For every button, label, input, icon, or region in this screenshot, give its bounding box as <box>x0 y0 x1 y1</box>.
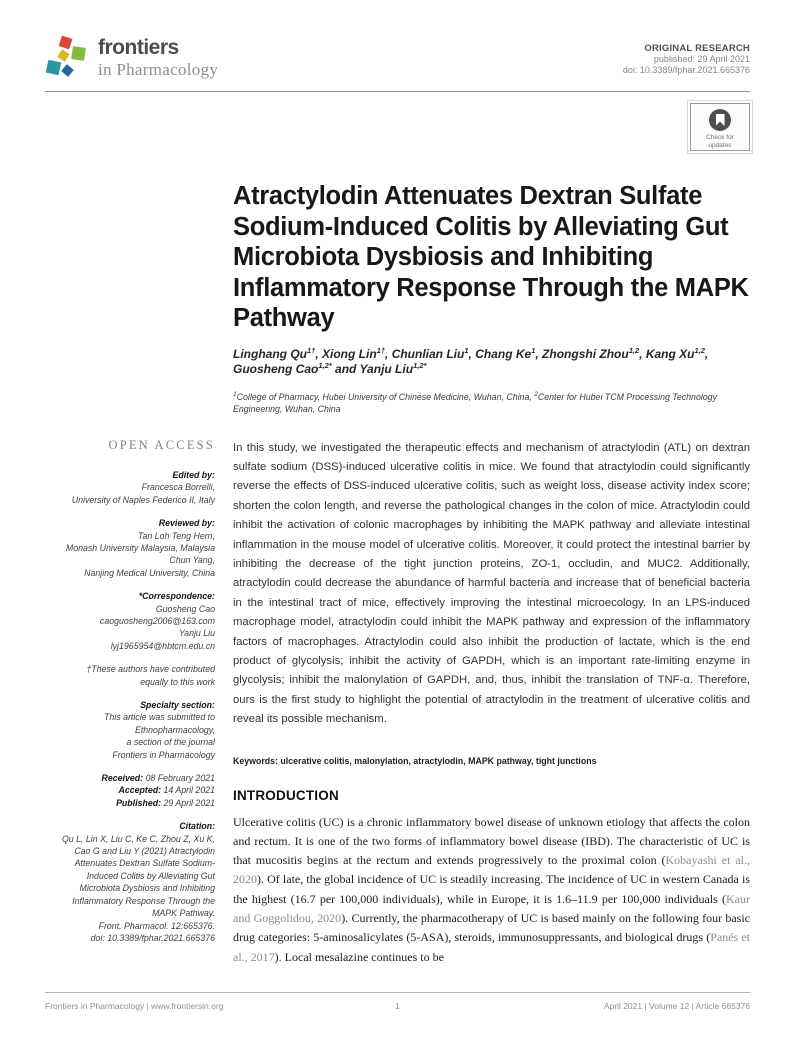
header-meta <box>623 36 750 76</box>
body-text-segment: ). Local mesalazine continues to be <box>274 949 444 964</box>
badge-row <box>45 103 750 155</box>
sidebar-block-reviewed-by <box>45 517 215 579</box>
author-superscript: 1,2 <box>628 345 640 355</box>
sidebar-line[interactable]: caoguosheng2006@163.com <box>99 615 215 626</box>
sidebar-inline-label: Accepted: <box>118 785 164 796</box>
sidebar-block-equal-contribution <box>45 663 215 688</box>
sidebar-line: Attenuates Dextran Sulfate Sodium- <box>74 858 215 869</box>
sidebar-line: equally to this work <box>140 676 215 687</box>
journal-logo-section: in Pharmacology <box>98 60 219 79</box>
section-heading-introduction: INTRODUCTION <box>233 787 339 803</box>
sidebar-line: Guosheng Cao <box>155 603 215 614</box>
logo-cube <box>57 49 69 61</box>
keywords-line: Keywords: ulcerative colitis, malonylation, atractylodin, MAPK pathway, tight junctions <box>233 755 597 766</box>
sidebar-line: Francesca Borrelli, <box>141 482 215 493</box>
introduction-paragraph <box>233 813 750 967</box>
footer-journal-url[interactable]: Frontiers in Pharmacology | www.frontiersin.org <box>45 1001 224 1011</box>
frontiers-logo <box>45 36 218 84</box>
body-text-segment: Ulcerative colitis (UC) is a chronic inflammatory bowel disease of unknown etiology that affects the colon and rectum. It is one of the two forms of inflammatory bowel disease (IBD). The characteristic of UC is that mucositis begins at the rectum and extends progressively to the proximal colon ( <box>233 814 750 868</box>
body-text-segment: ). Of late, the global incidence of UC is steadily increasing. The incidence of UC in western Canada is the highest (16.7 per 100,000 individuals), while in Europe, it is 1.6–11.9 per 100,000 individuals ( <box>233 872 750 906</box>
sidebar-line: This article was submitted to <box>104 712 215 723</box>
sidebar-line: Chun Yang, <box>169 555 215 566</box>
sidebar-inline-label: Published: <box>116 797 164 808</box>
citation-link[interactable]: Kaur and Goggolidou, 2020 <box>233 891 750 926</box>
sidebar-line: Monash University Malaysia, Malaysia <box>65 542 215 553</box>
author-name: Linghang Qu <box>233 346 307 361</box>
sidebar-line: Inflammatory Response Through the <box>72 895 215 906</box>
author-name: Chunlian Liu <box>391 346 465 361</box>
sidebar-line: Qu L, Lin X, Liu C, Ke C, Zhou Z, Xu K, <box>61 833 215 844</box>
author-name: Yanju Liu <box>359 362 414 376</box>
doi-text[interactable]: doi: 10.3389/fphar.2021.665376 <box>622 65 750 75</box>
author-superscript: 1,2* <box>413 361 427 370</box>
sidebar-line: Received: 08 February 2021 <box>101 773 215 784</box>
sidebar-line: Ethnopharmacology, <box>134 724 215 735</box>
logo-cube <box>46 60 61 75</box>
sidebar-line: †These authors have contributed <box>86 664 215 675</box>
sidebar-line: doi: 10.3389/fphar.2021.665376 <box>90 932 215 943</box>
author-name: Kang Xu <box>645 346 695 361</box>
sidebar-line: Microbiota Dysbiosis and Inhibiting <box>79 883 215 894</box>
sidebar-block-correspondence <box>45 590 215 652</box>
sidebar-block-specialty-section <box>45 699 215 761</box>
check-for-updates-label: Check for updates <box>706 134 734 149</box>
footer-row <box>45 1001 750 1011</box>
check-for-updates-badge[interactable] <box>690 103 750 151</box>
citation-link[interactable]: Panés et al., 2017 <box>233 930 751 964</box>
page-header <box>45 36 750 84</box>
affiliation-superscript: 1 <box>233 390 237 398</box>
main-column <box>233 439 750 967</box>
footer-divider <box>45 992 750 993</box>
open-access-label: OPEN ACCESS <box>108 437 215 452</box>
sidebar-line: Induced Colitis by Alleviating Gut <box>86 870 215 881</box>
page-footer <box>45 992 750 1011</box>
footer-page-number: 1 <box>395 1001 400 1011</box>
author-superscript: 1,2* <box>318 361 332 370</box>
sidebar-line: Cao G and Liu Y (2021) Atractylodin <box>74 846 215 857</box>
sidebar-block-dates <box>45 772 215 809</box>
header-divider <box>45 91 750 92</box>
body-text-segment: ). Currently, the pharmacotherapy of UC is based mainly on the following four basic drug categories: 5-aminosalicylates (5-ASA), steroids, immunosuppressants, and biological drugs ( <box>233 911 750 945</box>
sidebar-line: University of Naples Federico II, Italy <box>71 494 215 505</box>
author-superscript: 1 <box>531 345 536 355</box>
sidebar-label: Citation: <box>179 821 215 832</box>
sidebar-blocks <box>45 469 215 944</box>
abstract-text: In this study, we investigated the therapeutic effects and mechanism of atractylodin (ATL) on dextran sulfate sodium (DSS)-induced ulcerative colitis in mice. We found that atractylodin could significantly reverse the effects of DSS-induced ulcerative colitis, such as weight loss, disease activity index score; shorten the colon length, and reverse the pathological changes in the colon of mice. Atractylodin could inhibit the activation of colonic macrophages by inhibiting the MAPK pathway and alleviate intestinal inflammation in the mouse model of ulcerative colitis. Moreover, it could protect the intestinal barrier by inhibiting the decrease of the tight junction proteins, ZO-1, occludin, and MUC2. Additionally, atractylodin could decrease the abundance of harmful bacteria and increase that of beneficial bacteria in the intestinal tract of mice, effectively improving the intestinal microecology. In an LPS-induced macrophage model, atractylodin could inhibit the MAPK pathway and expression of the inflammatory factors of macrophages. Atractylodin could also inhibit the production of lactate, which is the end product of glycolysis; inhibit the activity of GAPDH, which is an important rate-limiting enzyme in glycolysis; inhibit the malonylation of GAPDH, and, thus, inhibit the translation of TNF-α. Therefore, ours is the first study to highlight the potential of atractylodin in the treatment of ulcerative colitis and reveal its possible mechanism. <box>233 441 750 726</box>
sidebar-line: Frontiers in Pharmacology <box>112 749 215 760</box>
sidebar-label: *Correspondence: <box>138 591 215 602</box>
author-name: Chang Ke <box>475 346 532 361</box>
article-type-label: ORIGINAL RESEARCH <box>644 43 750 54</box>
sidebar-line: Accepted: 14 April 2021 <box>118 785 215 796</box>
published-date: published: 29 April 2021 <box>653 54 750 64</box>
sidebar-label: Reviewed by: <box>158 518 215 529</box>
sidebar-line: Nanjing Medical University, China <box>84 567 215 578</box>
sidebar-line: Published: 29 April 2021 <box>116 797 215 808</box>
sidebar-block-edited-by <box>45 469 215 506</box>
article-title: Atractylodin Attenuates Dextran Sulfate Sodium-Induced Colitis by Alleviating Gut Microbiota Dysbiosis and Inhibiting Inflammatory Response Through the MAPK Pathway <box>233 182 749 332</box>
frontiers-cubes-icon <box>45 36 89 84</box>
logo-cube <box>59 36 73 50</box>
footer-issue-info: April 2021 | Volume 12 | Article 665376 <box>603 1001 751 1011</box>
sidebar-line: MAPK Pathway. <box>152 908 215 919</box>
affiliation-superscript: 2 <box>534 390 538 398</box>
sidebar-line: a section of the journal <box>126 737 215 748</box>
author-superscript: 1† <box>307 345 316 355</box>
sidebar-inline-label: Received: <box>101 773 146 784</box>
author-name: Guosheng Cao <box>233 362 319 376</box>
sidebar-label: Edited by: <box>172 469 215 480</box>
sidebar-block-citation <box>45 820 215 944</box>
author-superscript: 1 <box>464 345 469 355</box>
journal-logo-name: frontiers <box>98 36 179 59</box>
sidebar-line: Yanju Liu <box>178 628 215 639</box>
logo-cube <box>71 46 86 61</box>
sidebar-line: Tan Loh Teng Hern, <box>137 530 215 541</box>
authors-line: Linghang $Qu^{1\dagger}$, Xiong Lin$^{1\dagger}$, Chunlian Liu$^1$, Chang Ke$^1$, Zhongshi Zhou$^{1,2}$, Kang Xu$^{1,2}$, Guosheng Cao$^{1,2*}$ and Yanju Liu$^{1,2*}$ <box>233 345 709 376</box>
bookmark-icon <box>716 114 725 126</box>
sidebar-line: Front. Pharmacol. 12:665376. <box>98 920 215 931</box>
author-superscript: 1† <box>376 345 386 355</box>
article-meta-sidebar <box>45 439 215 967</box>
citation-link[interactable]: Kobayashi et al., 2020 <box>233 853 750 887</box>
sidebar-label: Specialty section: <box>140 700 215 710</box>
author-name: Xiong Lin <box>322 346 377 361</box>
author-name: Zhongshi Zhou <box>542 346 629 361</box>
logo-cube <box>61 64 74 77</box>
crossmark-icon <box>709 109 731 131</box>
content-columns <box>45 439 750 967</box>
author-superscript: 1,2 <box>694 345 705 355</box>
affiliations: $^1$College of Pharmacy, Hubei University of Chinese Medicine, Wuhan, China, $^2$Center for Hubei TCM Processing Technology Engineering, Wuhan, China <box>233 390 717 414</box>
journal-logo-text <box>98 36 218 84</box>
sidebar-line[interactable]: lyj1965954@hbtcm.edu.cn <box>110 640 215 651</box>
